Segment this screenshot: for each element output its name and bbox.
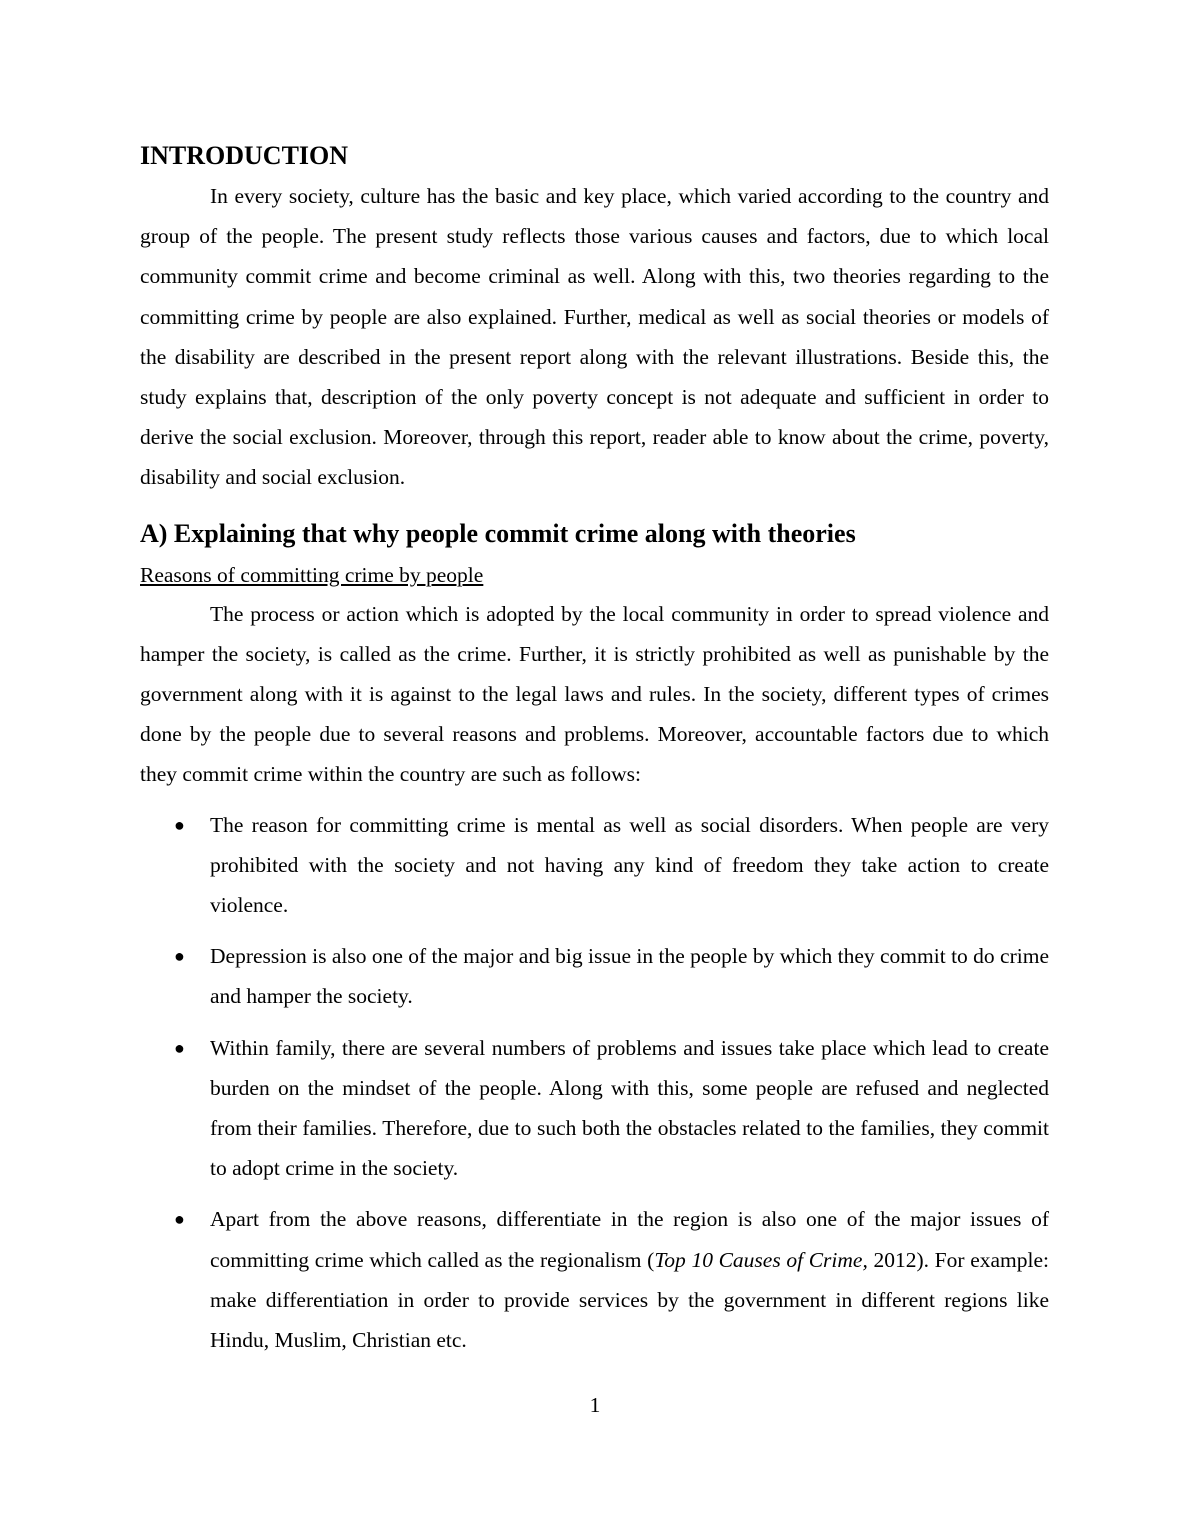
bullet-icon: ●: [174, 1037, 185, 1058]
page-number: 1: [589, 1393, 601, 1417]
reasons-list: [140, 805, 1049, 1361]
bullet-icon: ●: [174, 1209, 185, 1230]
list-item: [140, 1028, 1049, 1189]
list-item-text: The reason for committing crime is mental as well as social disorders. When people are very prohibited with the society and not having any kind of freedom they take action to create violence.: [210, 812, 1049, 918]
bullet-icon: ●: [174, 946, 185, 967]
list-item: [140, 936, 1049, 1016]
bullet-icon: ●: [174, 814, 185, 835]
list-item: [140, 805, 1049, 926]
list-item: [140, 1199, 1049, 1360]
citation-title: Top 10 Causes of Crime,: [654, 1247, 868, 1272]
reasons-subheading: Reasons of committing crime by people: [140, 562, 484, 587]
document-page: [140, 138, 1049, 1371]
section-a-heading: A) Explaining that why people commit crime along with theories: [140, 518, 856, 548]
introduction-paragraph: In every society, culture has the basic and key place, which varied according to the country and group of the people. The present study reflects those various causes and factors, due to which local community commit crime and become criminal as well. Along with this, two theories regarding to the committing crime by people are also explained. Further, medical as well as social theories or models of the disability are described in the present report along with the relevant illustrations. Beside this, the study explains that, description of the only poverty concept is not adequate and sufficient in order to derive the social exclusion. Moreover, through this report, reader able to know about the crime, poverty, disability and social exclusion.: [140, 184, 1049, 490]
list-item-text: Within family, there are several numbers of problems and issues take place which lead to create burden on the mindset of the people. Along with this, some people are refused and neglected from their families. Therefore, due to such both the obstacles related to the families, they commit to adopt crime in the society.: [210, 1035, 1049, 1181]
list-item-text-start: Apart from the above reasons, differentiate in the region is also one of the major issues of committing crime which called as the regionalism (: [210, 1207, 1049, 1272]
list-item-text: Depression is also one of the major and big issue in the people by which they commit to do crime and hamper the society.: [210, 944, 1049, 1009]
crime-definition-paragraph: The process or action which is adopted by the local community in order to spread violence and hamper the society, is called as the crime. Further, it is strictly prohibited as well as punishable by the government along with it is against to the legal laws and rules. In the society, different types of crimes done by the people due to several reasons and problems. Moreover, accountable factors due to which they commit crime within the country are such as follows:: [140, 601, 1049, 787]
list-item-text-end: 2012). For example: make differentiation in order to provide services by the government in different regions like Hindu, Muslim, Christian etc.: [210, 1247, 1049, 1353]
introduction-heading: INTRODUCTION: [140, 141, 349, 170]
